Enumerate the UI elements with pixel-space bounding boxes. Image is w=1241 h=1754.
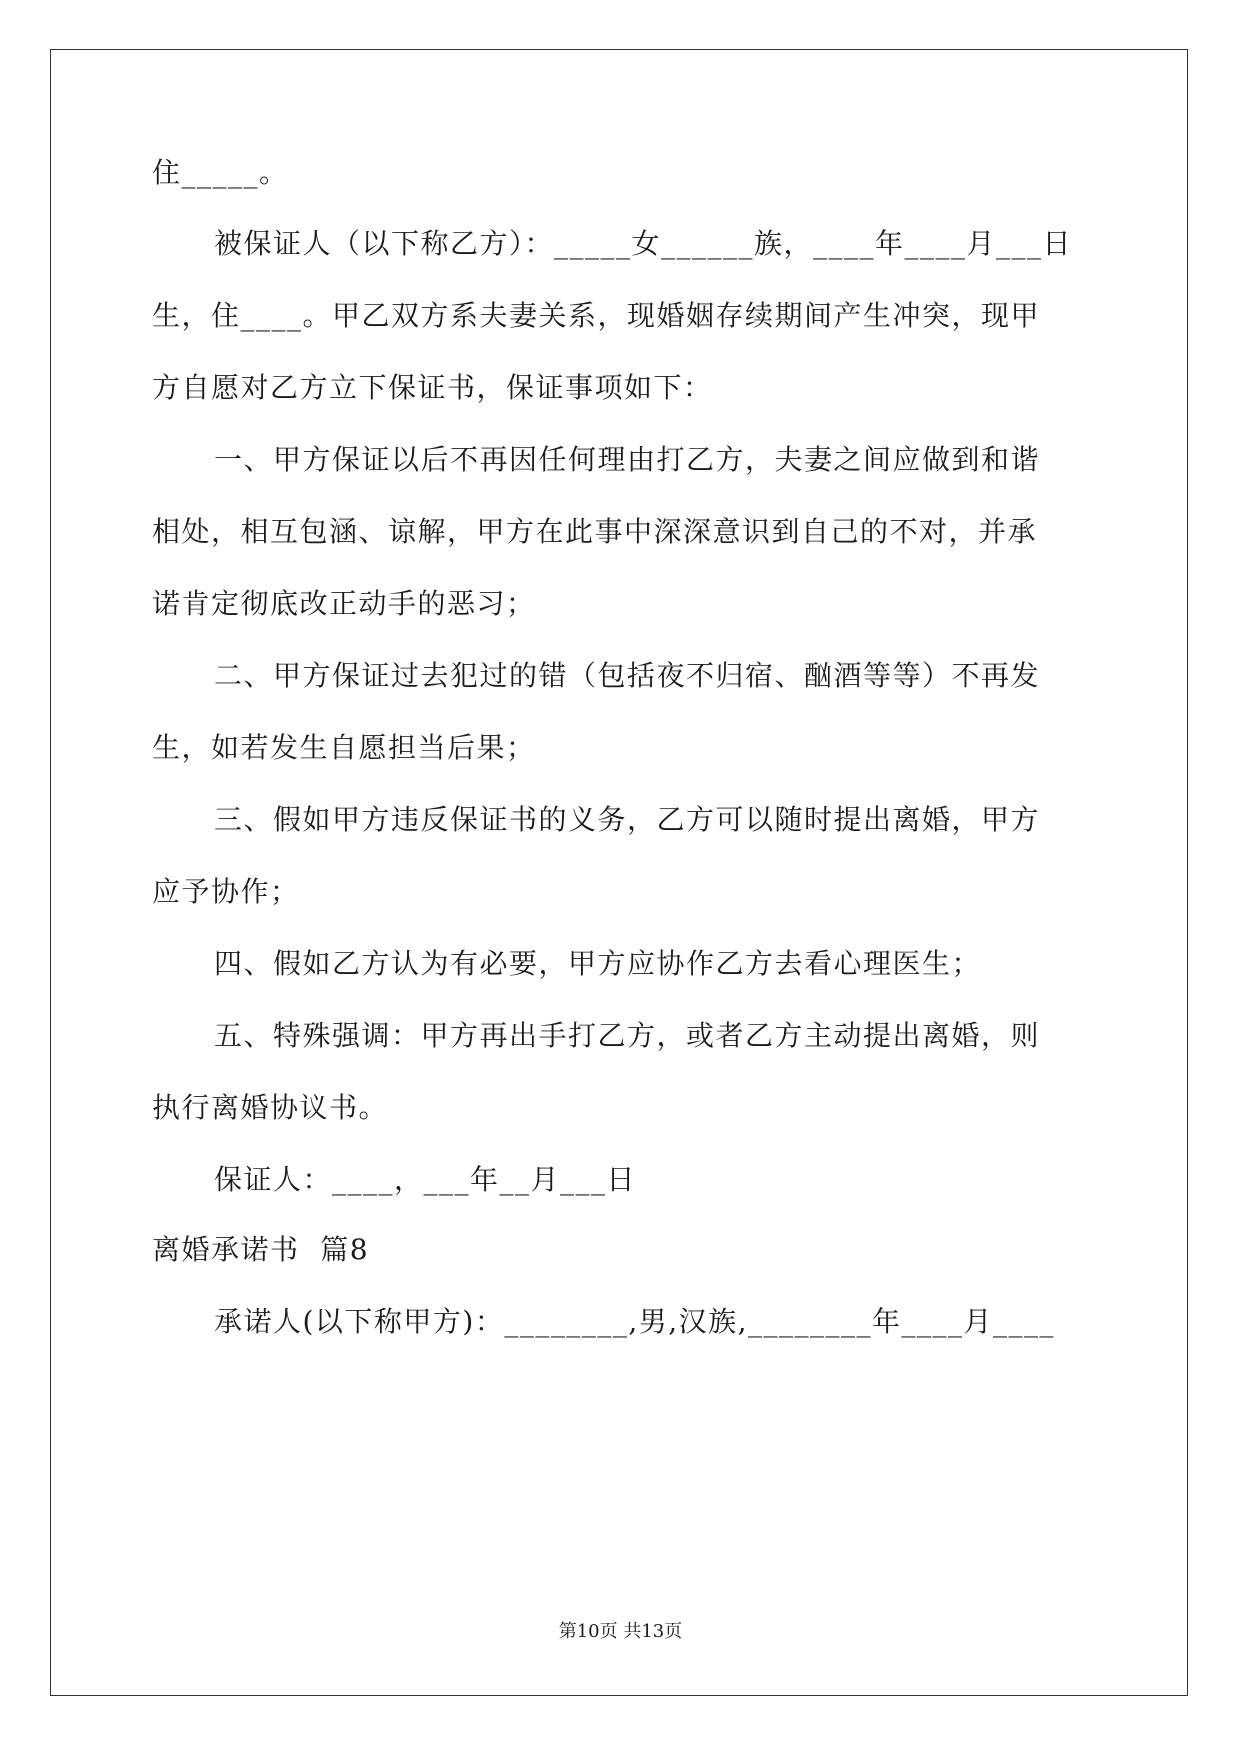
text-line-15: 保证人：____，___年__月___日 [214,1163,637,1196]
text-line-5: 一、甲方保证以后不再因任何理由打乙方，夫妻之间应做到和谐 [214,443,1041,476]
text-line-6: 相处，相互包涵、谅解，甲方在此事中深深意识到自己的不对，并承 [152,515,1038,548]
text-line-7: 诺肯定彻底改正动手的恶习； [152,587,536,620]
text-line-10: 三、假如甲方违反保证书的义务，乙方可以随时提出离婚，甲方 [214,803,1041,836]
text-line-3: 生，住____。甲乙双方系夫妻关系，现婚姻存续期间产生冲突，现甲 [152,299,1041,332]
text-line-2: 被保证人（以下称乙方）：_____女______族，____年____月___日 [214,227,1073,260]
text-line-8: 二、甲方保证过去犯过的错（包括夜不归宿、酗酒等等）不再发 [214,659,1041,692]
text-line-13: 五、特殊强调：甲方再出手打乙方，或者乙方主动提出离婚，则 [214,1019,1041,1052]
text-line-14: 执行离婚协议书。 [152,1091,389,1124]
text-line-9: 生，如若发生自愿担当后果； [152,731,536,764]
text-line-11: 应予协作； [152,875,300,908]
text-line-1: 住_____。 [152,156,289,189]
text-line-12: 四、假如乙方认为有必要，甲方应协作乙方去看心理医生； [214,947,982,980]
section-heading: 离婚承诺书 篇8 [152,1233,370,1266]
page-number-footer: 第10页 共13页 [558,1621,683,1642]
text-line-17: 承诺人(以下称甲方)：________,男,汉族,________年____月____ [214,1305,1056,1338]
text-line-4: 方自愿对乙方立下保证书，保证事项如下： [152,371,713,404]
